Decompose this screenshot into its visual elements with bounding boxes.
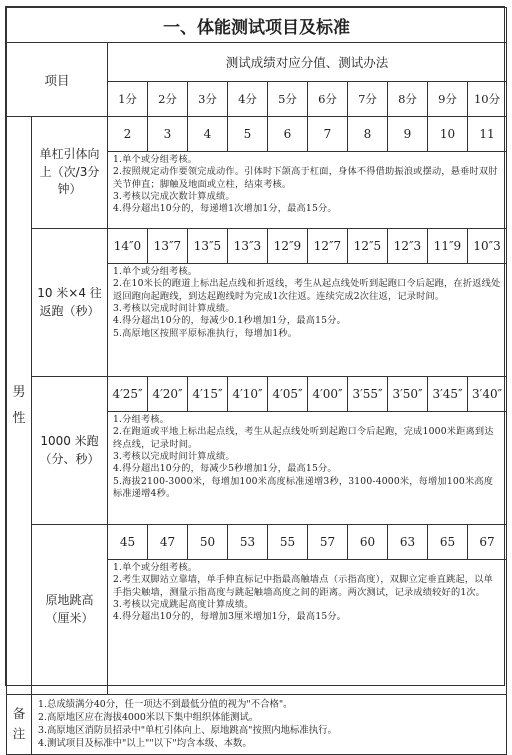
note-line: 2.高原地区应在海拔4000米以下集中组织体能测试。: [38, 712, 259, 724]
note-line: 3.高原地区消防员招录中"单杠引体向上、原地跳高"按照内地标准执行。: [38, 725, 337, 737]
page-title: 一、体能测试项目及标准: [7, 8, 507, 43]
notes-label-char: 注: [12, 726, 26, 742]
standard-value-cell: 5: [228, 117, 268, 152]
score-header-cell: 2分: [148, 82, 188, 117]
standard-value-cell: 3: [148, 117, 188, 152]
method-line: 2.在跑道或平地上标出起点线，考生从起点线处听到起跑口令后起跑，完成1000米距离到达终点线，记录时间。: [113, 426, 494, 450]
item-name-line: 返跑（秒）: [39, 303, 100, 318]
standard-value-cell: 11″9: [428, 229, 468, 264]
score-header-cell: 3分: [188, 82, 228, 117]
test-method: [108, 152, 507, 229]
standard-value-cell: 14″0: [108, 229, 148, 264]
standard-value-cell: 4′00″: [308, 377, 348, 412]
note-line: 1.总成绩满分40分，任一项达不到最低分值的视为"不合格"。: [38, 699, 293, 710]
standard-value-cell: 3′50″: [388, 377, 428, 412]
standard-value-cell: 13″7: [148, 229, 188, 264]
item-name: [32, 377, 108, 525]
method-line: 1.单个或分组考核。: [113, 562, 198, 573]
standard-value-cell: 9: [388, 117, 428, 152]
standard-value-cell: 3′40″: [468, 377, 507, 412]
gender-char: 男: [12, 384, 26, 400]
item-name-line: 10 米×4 往: [37, 286, 102, 301]
standard-value-cell: 10″3: [468, 229, 507, 264]
standard-value-cell: 8: [348, 117, 388, 152]
standard-value-cell: 63: [388, 525, 428, 560]
standards-sheet: [5, 6, 505, 750]
score-header-cell: 10分: [468, 82, 507, 117]
note-line: 4.测试项目及标准中"以上""以下"均含本级、本数。: [38, 738, 252, 750]
standard-value-cell: 10: [428, 117, 468, 152]
standard-value-cell: 53: [228, 525, 268, 560]
score-header-cell: 1分: [108, 82, 148, 117]
item-name: [32, 525, 108, 695]
standard-value-cell: 12″3: [388, 229, 428, 264]
standard-value-cell: 45: [108, 525, 148, 560]
method-line: 2.在10米长的跑道上标出起点线和折返线，考生从起点线处听到起跑口令后起跑，在折返线处返回跑向起跑线，到达起跑线时为完成1次往返。连续完成2次往返，记录时间。: [113, 278, 501, 302]
method-line: 4.得分超出10分的，每递增1次增加1分，最高15分。: [113, 203, 337, 215]
notes-label-char: 备: [12, 706, 26, 722]
standard-value-cell: 11: [468, 117, 507, 152]
standard-value-cell: 47: [148, 525, 188, 560]
standard-value-cell: 57: [308, 525, 348, 560]
gender-char: 性: [12, 410, 26, 426]
standard-value-cell: 4′05″: [268, 377, 308, 412]
notes-label: [7, 695, 32, 755]
standard-value-cell: 12″7: [308, 229, 348, 264]
standard-value-cell: 12″5: [348, 229, 388, 264]
standard-value-cell: 4′15″: [188, 377, 228, 412]
standard-value-cell: 60: [348, 525, 388, 560]
method-line: 5.高原地区按照平原标准执行，每增加1秒。: [113, 327, 298, 339]
method-line: 2.按照规定动作要领完成动作。引体时下颌高于杠面，身体不得借助振浪或摆动，悬垂时双肘关节伸直；脚触及地面或立柱，结束考核。: [113, 166, 498, 190]
item-name-line: 钟）: [57, 182, 82, 197]
method-line: 1.单个或分组考核。: [113, 266, 198, 277]
standard-value-cell: 12″9: [268, 229, 308, 264]
item-name-line: （分、秒）: [39, 451, 100, 466]
method-line: 3.考核以完成时间计算成绩。: [113, 302, 235, 314]
standard-value-cell: 4′25″: [108, 377, 148, 412]
method-line: 2.考生双脚站立靠墙，单手伸直标记中指最高触墙点（示指高度），双脚立定垂直跳起，以单手指尖触墙，测量示指高度与跳起触墙高度之间的距离。两次测试，记录成绩较好的1次。: [113, 574, 494, 598]
method-line: 5.海拔2100-3000米，每增加100米高度标准递增3秒，3100-4000米，每增加100米高度标准递增4秒。: [113, 475, 494, 499]
item-name-line: 单杠引体向: [39, 147, 100, 162]
standards-table: [6, 7, 507, 755]
item-name-line: （厘米）: [45, 610, 94, 625]
method-line: 3.考核以完成跳起高度计算成绩。: [113, 598, 254, 610]
standard-value-cell: 2: [108, 117, 148, 152]
item-column-header: 项目: [7, 43, 108, 117]
standard-value-cell: 13″5: [188, 229, 228, 264]
standard-value-cell: 67: [468, 525, 507, 560]
standard-value-cell: 65: [428, 525, 468, 560]
standard-value-cell: 4′20″: [148, 377, 188, 412]
method-column-header: 测试成绩对应分值、测试办法: [108, 43, 507, 82]
score-header-cell: 9分: [428, 82, 468, 117]
standard-value-cell: 13″3: [228, 229, 268, 264]
score-header-cell: 8分: [388, 82, 428, 117]
notes-content: [32, 695, 507, 755]
standard-value-cell: 6: [268, 117, 308, 152]
method-line: 3.考核以完成次数计算成绩。: [113, 190, 235, 202]
standard-value-cell: 55: [268, 525, 308, 560]
standard-value-cell: 3′55″: [348, 377, 388, 412]
item-name: [32, 229, 108, 377]
item-name: [32, 117, 108, 229]
method-line: 4.得分超出10分的，每减少0.1秒增加1分，最高15分。: [113, 315, 346, 327]
standard-value-cell: 4: [188, 117, 228, 152]
standard-value-cell: 50: [188, 525, 228, 560]
test-method: [108, 560, 507, 695]
standard-value-cell: 7: [308, 117, 348, 152]
standard-value-cell: 3′45″: [428, 377, 468, 412]
item-name-line: 上（次/3分: [39, 164, 100, 179]
score-header-cell: 7分: [348, 82, 388, 117]
method-line: 4.得分超出10分的，每减少5秒增加1分，最高15分。: [113, 463, 337, 475]
score-header-cell: 4分: [228, 82, 268, 117]
method-line: 4.得分超出10分的，每增加3厘米增加1分，最高15分。: [113, 611, 347, 623]
score-header-cell: 6分: [308, 82, 348, 117]
test-method: [108, 264, 507, 377]
method-line: 3.考核以完成时间计算成绩。: [113, 450, 235, 462]
item-name-line: 1000 米跑: [40, 434, 99, 449]
gender-label: [7, 117, 32, 695]
item-name-line: 原地跳高: [45, 593, 94, 608]
test-method: [108, 412, 507, 525]
method-line: 1.单个或分组考核。: [113, 154, 198, 165]
standard-value-cell: 4′10″: [228, 377, 268, 412]
score-header-cell: 5分: [268, 82, 308, 117]
method-line: 1.分组考核。: [113, 414, 170, 425]
